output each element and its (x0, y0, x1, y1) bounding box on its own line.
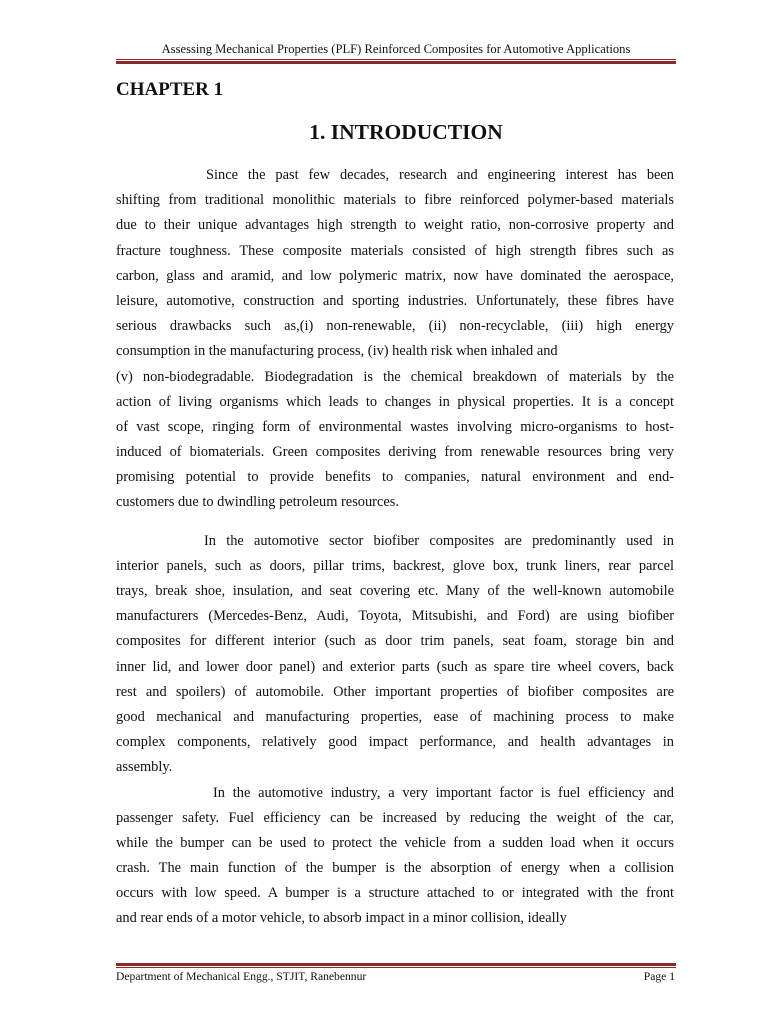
paragraph-line: of vast scope, ringing form of environmental wastes involving micro-organisms to host- (116, 418, 674, 435)
paragraph-line: passenger safety. Fuel efficiency can be increased by reducing the weight of the car, (116, 809, 674, 826)
paragraph-line: interior panels, such as doors, pillar trims, backrest, glove box, trunk liners, rear parcel (116, 557, 674, 574)
paragraph-line: manufacturers (Mercedes-Benz, Audi, Toyota, Mitsubishi, and Ford) are using biofiber (116, 608, 674, 625)
paragraph-line: inner lid, and lower door panel) and exterior parts (such as spare tire wheel covers, back (116, 658, 674, 675)
paragraph-2 (116, 365, 674, 516)
running-header: Assessing Mechanical Properties (PLF) Reinforced Composites for Automotive Applications (161, 42, 631, 56)
paragraph-line: assembly. (116, 759, 173, 776)
paragraph-line: complex components, relatively good impact performance, and health advantages in (116, 734, 674, 751)
paragraph-line: leisure, automotive, construction and sporting industries. Unfortunately, these fibres have (116, 292, 674, 309)
header-rule-thin (116, 59, 676, 60)
paragraph-line: composites for different interior (such as door trim panels, seat foam, storage bin and (116, 633, 674, 650)
footer-department: Department of Mechanical Engg., STJIT, Ranebennur (116, 970, 367, 983)
paragraph-line: Since the past few decades, research and engineering interest has been (206, 167, 674, 183)
paragraph-line: In the automotive sector biofiber composites are predominantly used in (204, 532, 674, 549)
paragraph-line: action of living organisms which leads to changes in physical properties. It is a concept (116, 393, 674, 410)
paragraph-3 (116, 529, 674, 781)
footer-page-number: Page 1 (643, 970, 675, 983)
paragraph-line: crash. The main function of the bumper is the absorption of energy when a collision (116, 860, 674, 877)
paragraph-line: due to their unique advantages high strength to weight ratio, non-corrosive property and (116, 217, 674, 234)
paragraph-line: and rear ends of a motor vehicle, to absorb impact in a minor collision, ideally (116, 910, 567, 927)
paragraph-line: occurs with low speed. A bumper is a structure attached to or integrated with the front (116, 885, 674, 902)
paragraph-4 (116, 781, 674, 932)
paragraph-line: serious drawbacks such as,(i) non-renewable, (ii) non-recyclable, (iii) high energy (116, 318, 674, 335)
paragraph-line: promising potential to provide benefits to companies, natural environment and end- (116, 469, 674, 486)
paragraph-line: (v) non-biodegradable. Biodegradation is the chemical breakdown of materials by the (116, 368, 674, 385)
chapter-label: CHAPTER 1 (116, 79, 224, 100)
paragraph-line: consumption in the manufacturing process, (iv) health risk when inhaled and (116, 343, 558, 360)
paragraph-line: rest and spoilers) of automobile. Other important properties of biofiber composites are (116, 683, 674, 700)
paragraph-line: carbon, glass and aramid, and low polymeric matrix, now have dominated the aerospace, (116, 267, 674, 284)
paragraph-line: fracture toughness. These composite materials consisted of high strength fibres such as (116, 242, 674, 259)
body-text (116, 163, 674, 932)
paragraph-line: induced of biomaterials. Green composites deriving from renewable resources bring very (116, 444, 674, 461)
paragraph-1 (116, 163, 674, 365)
paragraph-line: trays, break shoe, insulation, and seat covering etc. Many of the well-known automobile (116, 583, 674, 599)
paragraph-line: customers due to dwindling petroleum resources. (116, 494, 399, 511)
header-rule-thick (116, 61, 676, 64)
paragraph-line: good mechanical and manufacturing properties, ease of machining process to make (116, 708, 674, 725)
footer-rule-thick (116, 963, 676, 966)
paragraph-line: In the automotive industry, a very important factor is fuel efficiency and (213, 784, 674, 801)
paragraph-line: while the bumper can be used to protect the vehicle from a sudden load when it occurs (116, 834, 674, 851)
paragraph-gap (116, 516, 674, 529)
section-title: 1. INTRODUCTION (309, 120, 503, 144)
footer-rule-thin (116, 967, 676, 968)
paragraph-line: shifting from traditional monolithic materials to fibre reinforced polymer-based materials (116, 192, 674, 209)
